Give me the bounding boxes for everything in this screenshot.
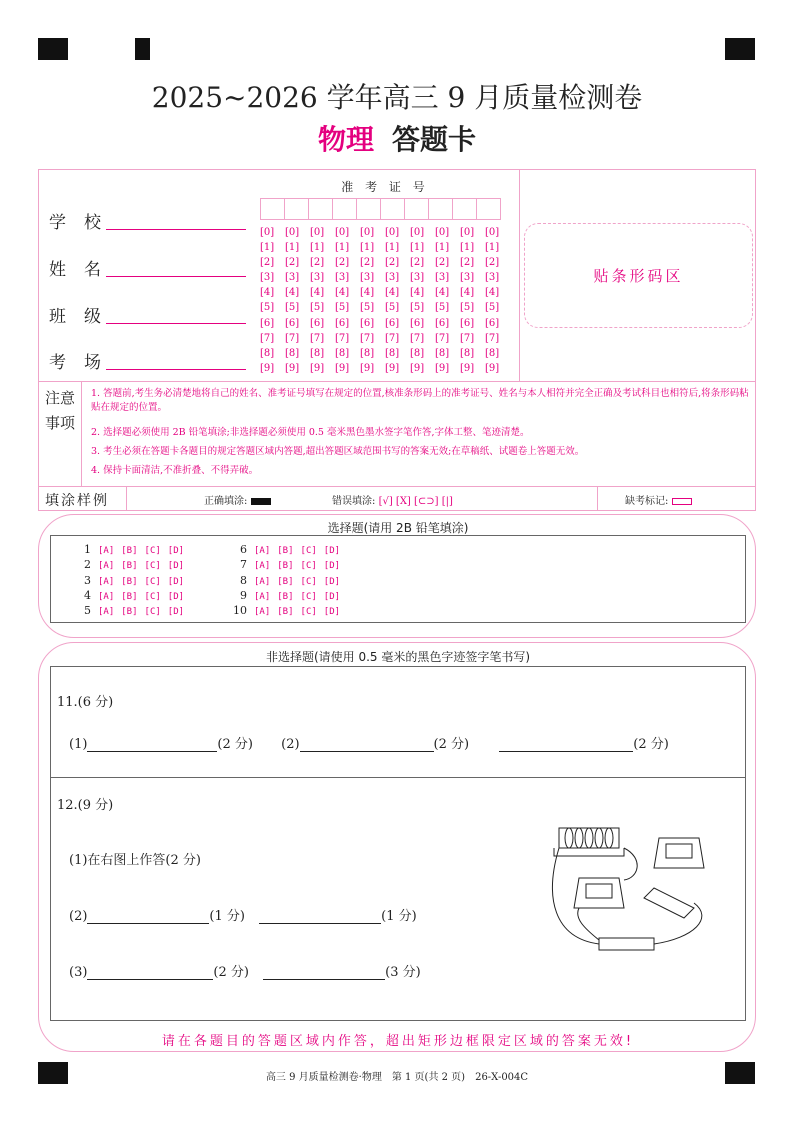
id-bubbles[interactable] [260, 225, 510, 376]
q12-3a-blank[interactable] [87, 966, 213, 980]
q11-2-score: (2 分) [433, 737, 470, 752]
alignment-mark [135, 38, 150, 60]
id-digit-bubble[interactable]: [8] [410, 347, 425, 359]
room-field[interactable] [106, 352, 246, 370]
choice-row [75, 589, 184, 602]
id-digit-bubble[interactable]: [9] [335, 362, 350, 374]
option-bubble[interactable]: [A] [98, 561, 115, 572]
id-digit-bubble[interactable]: [1] [260, 242, 275, 254]
option-bubble[interactable]: [A] [254, 561, 271, 572]
exam-title: 2025~2026 学年高三 9 月质量检测卷 [151, 81, 643, 114]
id-digit-bubble[interactable]: [5] [410, 302, 425, 314]
correct-fill [204, 492, 271, 507]
option-bubble[interactable]: [B] [277, 607, 294, 618]
id-digit-bubble[interactable]: [6] [335, 317, 350, 329]
id-digit-bubble[interactable]: [8] [310, 347, 325, 359]
id-digit-bubble[interactable]: [8] [335, 347, 350, 359]
option-bubble[interactable]: [D] [167, 576, 185, 587]
q11-3-score: (2 分) [633, 737, 669, 752]
id-label: 准 考 证 号 [341, 180, 429, 194]
nonchoice-section [38, 642, 756, 1052]
id-digit-bubble[interactable]: [0] [360, 227, 375, 238]
wrong-label: 错误填涂: [332, 496, 376, 507]
q11-heading: 11.(6 分) [57, 695, 114, 710]
id-digit-bubble[interactable]: [6] [485, 317, 500, 329]
id-digit-bubble[interactable]: [3] [310, 272, 325, 284]
id-cells[interactable] [260, 198, 500, 220]
option-bubble[interactable]: [C] [300, 576, 317, 587]
option-bubble[interactable]: [D] [323, 546, 341, 556]
question-number: 8 [240, 573, 247, 587]
id-digit-bubble[interactable]: [5] [335, 302, 350, 314]
option-bubble[interactable]: [C] [144, 546, 161, 556]
option-bubble[interactable]: [D] [167, 607, 185, 618]
id-digit-bubble[interactable]: [7] [335, 332, 350, 344]
q12-3b-score: (3 分) [385, 965, 421, 980]
info-section [38, 169, 756, 511]
q11-2-blank[interactable] [300, 738, 434, 752]
id-digit-bubble[interactable]: [7] [360, 332, 375, 344]
choice-row [231, 589, 340, 602]
id-digit-bubble[interactable]: [5] [310, 302, 325, 314]
id-digit-bubble[interactable]: [4] [360, 287, 375, 299]
school-field[interactable] [106, 212, 246, 230]
id-digit-bubble[interactable]: [3] [410, 272, 425, 284]
id-digit-bubble[interactable]: [2] [310, 257, 325, 269]
id-digit-bubble[interactable]: [8] [385, 347, 400, 359]
page-footer: 高三 9 月质量检测卷·物理 第 1 页(共 2 页) 26-X-004C [265, 1072, 529, 1083]
id-digit-bubble[interactable]: [6] [285, 317, 300, 329]
q12-3b-blank[interactable] [263, 966, 385, 980]
id-digit-bubble[interactable]: [2] [410, 257, 425, 269]
option-bubble[interactable]: [C] [300, 607, 317, 618]
option-bubble[interactable]: [B] [121, 561, 138, 572]
school-label: 学校 [49, 213, 119, 233]
id-digit-bubble[interactable]: [6] [410, 317, 425, 329]
absent-mark[interactable] [625, 492, 692, 507]
question-number: 10 [233, 604, 247, 618]
id-digit-bubble[interactable]: [1] [335, 242, 350, 254]
id-digit-bubble[interactable]: [1] [410, 242, 425, 254]
choice-title: 选择题(请用 2B 铅笔填涂) [327, 521, 469, 535]
q12-2 [69, 905, 417, 924]
id-digit-bubble[interactable]: [1] [385, 242, 400, 254]
choice-row [231, 574, 340, 587]
option-bubble[interactable]: [D] [323, 561, 341, 572]
id-digit-bubble[interactable]: [4] [335, 287, 350, 299]
id-digit-bubble[interactable]: [9] [385, 362, 400, 374]
circuit-diagram[interactable] [544, 818, 719, 958]
option-bubble[interactable]: [B] [121, 607, 138, 618]
id-digit-bubble[interactable]: [4] [460, 287, 475, 299]
id-digit-bubble[interactable]: [1] [460, 242, 475, 254]
id-digit-bubble[interactable]: [7] [435, 332, 450, 344]
id-digit-bubble[interactable]: [1] [360, 242, 375, 254]
q11-2-label: (2) [281, 737, 300, 752]
id-digit-bubble[interactable]: [8] [435, 347, 450, 359]
id-digit-bubble[interactable]: [0] [310, 227, 325, 238]
id-digit-bubble[interactable]: [5] [260, 302, 275, 314]
choice-row [231, 558, 340, 571]
choice-row [75, 574, 184, 587]
id-digit-bubble[interactable]: [5] [385, 302, 400, 314]
id-digit-bubble[interactable]: [8] [285, 347, 300, 359]
id-digit-bubble[interactable]: [5] [435, 302, 450, 314]
question-number: 2 [84, 558, 91, 572]
id-digit-bubble[interactable]: [0] [385, 227, 400, 238]
id-digit-bubble[interactable]: [9] [485, 362, 500, 374]
id-digit-bubble[interactable]: [2] [385, 257, 400, 269]
id-digit-bubble[interactable]: [3] [460, 272, 475, 284]
id-digit-bubble[interactable]: [7] [485, 332, 500, 344]
id-digit-bubble[interactable]: [3] [435, 272, 450, 284]
option-bubble[interactable]: [C] [144, 576, 161, 587]
id-digit-bubble[interactable]: [9] [285, 362, 300, 374]
id-digit-bubble[interactable]: [9] [360, 362, 375, 374]
nonchoice-title: 非选择题(请使用 0.5 毫米的黑色字迹签字笔书写) [265, 650, 531, 664]
id-digit-bubble[interactable]: [0] [485, 227, 500, 238]
id-digit-bubble[interactable]: [0] [260, 227, 275, 238]
choice-row [231, 604, 340, 617]
question-number: 5 [84, 604, 91, 618]
id-digit-bubble[interactable]: [1] [435, 242, 450, 254]
correct-label: 正确填涂: [204, 496, 248, 507]
option-bubble[interactable]: [A] [98, 546, 115, 556]
absent-label: 缺考标记: [625, 496, 669, 507]
q12-2b-score: (1 分) [381, 909, 417, 924]
id-digit-bubble[interactable]: [6] [310, 317, 325, 329]
q12-1: (1)在右图上作答(2 分) [69, 853, 201, 868]
id-digit-bubble[interactable]: [1] [310, 242, 325, 254]
option-bubble[interactable]: [C] [300, 561, 317, 572]
id-digit-bubble[interactable]: [9] [410, 362, 425, 374]
q12-2b-blank[interactable] [259, 910, 381, 924]
id-digit-bubble[interactable]: [9] [260, 362, 275, 374]
id-digit-bubble[interactable]: [6] [360, 317, 375, 329]
q12-2-label: (2) [69, 909, 88, 924]
q12-3 [69, 961, 421, 980]
id-digit-bubble[interactable]: [4] [310, 287, 325, 299]
id-digit-bubble[interactable]: [5] [285, 302, 300, 314]
wrong-fill: 错误填涂: [√] [X] [⊂⊃] [|] [332, 496, 453, 507]
room-label: 考场 [49, 353, 119, 373]
id-digit-bubble[interactable]: [3] [285, 272, 300, 284]
id-digit-bubble[interactable]: [7] [410, 332, 425, 344]
q12-2a-blank[interactable] [87, 910, 209, 924]
id-digit-bubble[interactable]: [6] [460, 317, 475, 329]
id-digit-bubble[interactable]: [0] [335, 227, 350, 238]
option-bubble[interactable]: [B] [121, 546, 138, 556]
id-digit-bubble[interactable]: [1] [285, 242, 300, 254]
id-digit-bubble[interactable]: [9] [460, 362, 475, 374]
id-digit-bubble[interactable]: [0] [410, 227, 425, 238]
option-bubble[interactable]: [B] [121, 591, 138, 602]
id-digit-bubble[interactable]: [5] [485, 302, 500, 314]
id-digit-bubble[interactable]: [7] [385, 332, 400, 344]
option-bubble[interactable]: [D] [323, 591, 341, 602]
note-3: 3. 考生必须在答题卡各题目的规定答题区域内答题,超出答题区域范围书写的答案无效;在草稿纸、试题卷上答题无效。 [91, 446, 585, 457]
option-bubble[interactable]: [A] [254, 591, 271, 602]
barcode-area: 贴条形码区 [524, 223, 753, 328]
notes-label: 注意事项 [44, 389, 75, 432]
option-bubble[interactable]: [B] [277, 591, 294, 602]
q11-1-label: (1) [69, 737, 88, 752]
choice-row [75, 543, 184, 556]
alignment-mark [38, 38, 68, 60]
option-bubble[interactable]: [C] [144, 607, 161, 618]
id-digit-bubble[interactable]: [4] [285, 287, 300, 299]
class-field[interactable] [106, 306, 246, 324]
question-number: 3 [84, 573, 91, 587]
q12-3a-score: (2 分) [213, 965, 249, 980]
id-digit-bubble[interactable]: [4] [485, 287, 500, 299]
id-digit-bubble[interactable]: [2] [460, 257, 475, 269]
option-bubble[interactable]: [C] [300, 591, 317, 602]
option-bubble[interactable]: [B] [277, 576, 294, 587]
q11-1-blank[interactable] [87, 738, 217, 752]
option-bubble[interactable]: [A] [98, 607, 115, 618]
option-bubble[interactable]: [A] [98, 591, 115, 602]
option-bubble[interactable]: [C] [144, 591, 161, 602]
q11-1-score: (2 分) [217, 737, 253, 752]
option-bubble[interactable]: [B] [121, 576, 138, 587]
name-field[interactable] [106, 259, 246, 277]
subject: 物理 [317, 123, 374, 156]
fill-label: 填涂样例 [45, 493, 109, 509]
option-bubble[interactable]: [D] [323, 607, 341, 618]
id-digit-bubble[interactable]: [8] [260, 347, 275, 359]
question-number: 7 [240, 558, 247, 572]
id-digit-bubble[interactable]: [7] [285, 332, 300, 344]
question-number: 6 [240, 543, 247, 556]
choice-row [75, 604, 184, 617]
option-bubble[interactable]: [C] [300, 546, 317, 556]
choice-section [38, 514, 756, 638]
option-bubble[interactable]: [D] [323, 576, 341, 587]
id-digit-bubble[interactable]: [2] [335, 257, 350, 269]
card-title [0, 118, 794, 158]
name-label: 姓名 [49, 260, 119, 280]
choice-row [231, 543, 340, 556]
option-bubble[interactable]: [A] [254, 576, 271, 587]
q12-3-label: (3) [69, 965, 88, 980]
id-digit-bubble[interactable]: [0] [285, 227, 300, 238]
option-bubble[interactable]: [B] [277, 546, 294, 556]
id-digit-bubble[interactable]: [3] [335, 272, 350, 284]
id-digit-bubble[interactable]: [9] [435, 362, 450, 374]
id-digit-bubble[interactable]: [6] [435, 317, 450, 329]
card-label: 答题卡 [392, 123, 477, 156]
option-bubble[interactable]: [D] [167, 561, 185, 572]
note-4: 4. 保持卡面清洁,不准折叠、不得弄破。 [91, 465, 259, 476]
id-digit-bubble[interactable]: [4] [435, 287, 450, 299]
warning-text: 请在各题目的答题区域内作答，超出矩形边框限定区域的答案无效! [161, 1034, 635, 1049]
id-digit-bubble[interactable]: [1] [485, 242, 500, 254]
note-1: 1. 答题前,考生务必清楚地将自己的姓名、准考证号填写在规定的位置,核准条形码上的准考证号、姓名与本人相符并完全正确及考试科目也相符后,将条形码粘贴在规定的位置。 [91, 388, 749, 413]
id-digit-bubble[interactable]: [3] [360, 272, 375, 284]
id-digit-bubble[interactable]: [2] [435, 257, 450, 269]
note-2: 2. 选择题必须使用 2B 铅笔填涂;非选择题必须使用 0.5 毫米黑色墨水签字笔作答,字体工整、笔迹清楚。 [91, 427, 530, 438]
id-digit-bubble[interactable]: [8] [360, 347, 375, 359]
id-digit-bubble[interactable]: [6] [260, 317, 275, 329]
id-digit-bubble[interactable]: [0] [435, 227, 450, 238]
option-bubble[interactable]: [D] [167, 546, 185, 556]
question-number: 9 [240, 588, 247, 602]
id-digit-bubble[interactable]: [8] [460, 347, 475, 359]
id-digit-bubble[interactable]: [5] [460, 302, 475, 314]
id-digit-bubble[interactable]: [3] [485, 272, 500, 284]
id-digit-bubble[interactable]: [3] [260, 272, 275, 284]
id-digit-bubble[interactable]: [8] [485, 347, 500, 359]
option-bubble[interactable]: [B] [277, 561, 294, 572]
id-digit-bubble[interactable]: [2] [285, 257, 300, 269]
alignment-mark [725, 38, 755, 60]
id-digit-bubble[interactable]: [7] [460, 332, 475, 344]
id-digit-bubble[interactable]: [0] [460, 227, 475, 238]
class-label: 班级 [49, 307, 119, 327]
id-digit-bubble[interactable]: [7] [310, 332, 325, 344]
id-digit-bubble[interactable]: [3] [385, 272, 400, 284]
q12-2a-score: (1 分) [209, 909, 245, 924]
option-bubble[interactable]: [A] [98, 576, 115, 587]
id-digit-bubble[interactable]: [2] [485, 257, 500, 269]
id-digit-bubble[interactable]: [5] [360, 302, 375, 314]
id-digit-bubble[interactable]: [7] [260, 332, 275, 344]
id-digit-bubble[interactable]: [6] [385, 317, 400, 329]
option-bubble[interactable]: [A] [254, 607, 271, 618]
id-digit-bubble[interactable]: [2] [260, 257, 275, 269]
id-digit-bubble[interactable]: [9] [310, 362, 325, 374]
question-number: 4 [84, 588, 91, 602]
q11-3-blank[interactable] [499, 738, 633, 752]
q12-heading: 12.(9 分) [57, 798, 114, 813]
option-bubble[interactable]: [A] [254, 546, 271, 556]
q11-answers [69, 733, 669, 752]
id-digit-bubble[interactable]: [4] [260, 287, 275, 299]
option-bubble[interactable]: [C] [144, 561, 161, 572]
option-bubble[interactable]: [D] [167, 591, 185, 602]
choice-row [75, 558, 184, 571]
id-digit-bubble[interactable]: [4] [385, 287, 400, 299]
question-number: 1 [84, 543, 91, 556]
id-digit-bubble[interactable]: [4] [410, 287, 425, 299]
id-digit-bubble[interactable]: [2] [360, 257, 375, 269]
